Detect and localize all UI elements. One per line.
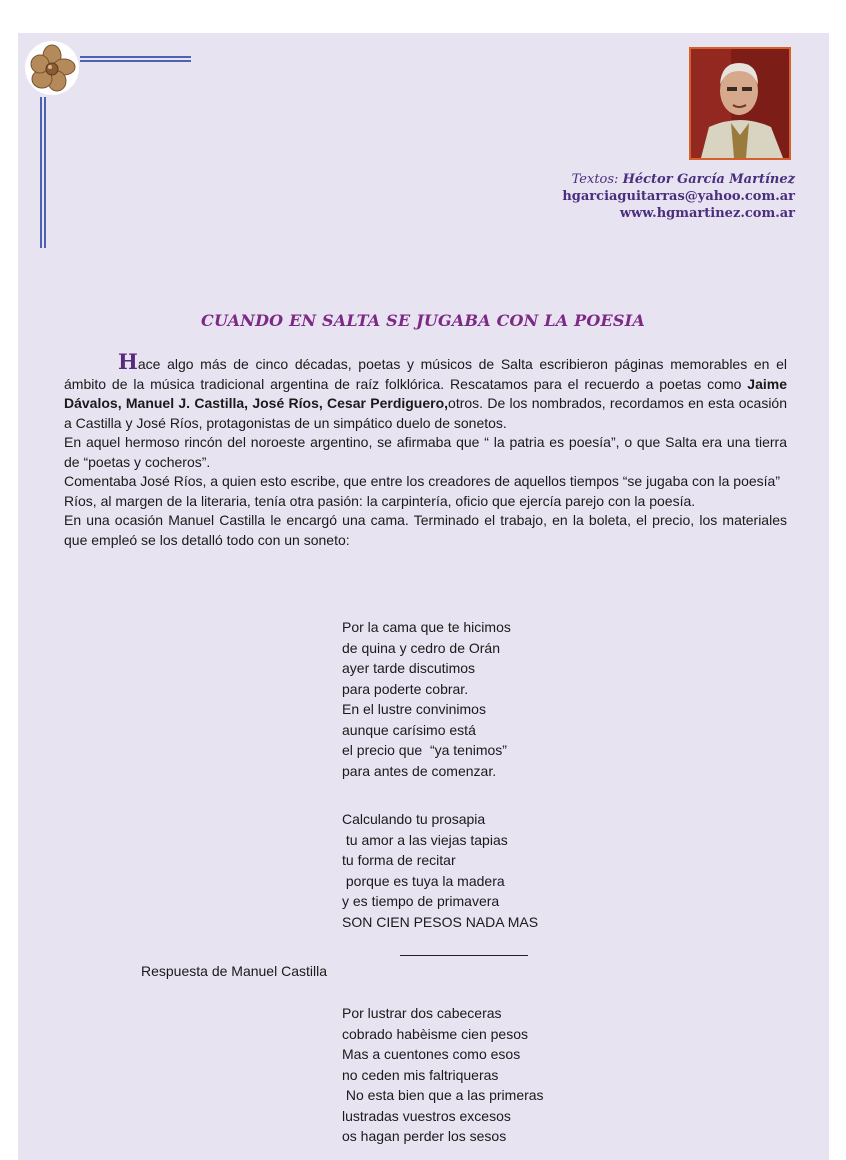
paragraph: En una ocasión Manuel Castilla le encargó una cama. Terminado el trabajo, en la boleta, el precio, los materiales que empleó se los detalló todo con un soneto: <box>64 512 787 548</box>
poem2-stanza1 <box>342 1003 544 1147</box>
poem-line: el precio que “ya tenimos” <box>342 742 507 758</box>
poem-line: no ceden mis faltriqueras <box>342 1066 499 1083</box>
poem-line: Por lustrar dos cabeceras <box>342 1005 502 1021</box>
poem-line: para poderte cobrar. <box>342 680 469 697</box>
poem-line: aunque carísimo está <box>342 721 476 738</box>
poem-line: Por la cama que te hicimos <box>342 619 511 635</box>
paragraph: Ríos, al margen de la literaria, tenía otra pasión: la carpintería, oficio que ejercía parejo con la poesía. <box>64 492 696 509</box>
author-website[interactable]: www.hgmartinez.com.ar <box>619 206 795 221</box>
poem-line: tu forma de recitar <box>342 852 456 868</box>
poem-line: y es tiempo de primavera <box>342 893 500 909</box>
poem-line: SON CIEN PESOS NADA MAS <box>342 913 539 930</box>
author-credits <box>562 171 795 222</box>
article-title: CUANDO EN SALTA SE JUGABA CON LA POESIA <box>201 311 645 330</box>
flower-ornament-icon <box>24 40 80 96</box>
paragraph: En aquel hermoso rincón del noroeste argentino, se afirmaba que “ la patria es poesía”, o que Salta era una tierra de “poetas y cocheros”. <box>64 434 787 470</box>
poem1-stanza2 <box>342 809 538 932</box>
poem-line: tu amor a las viejas tapias <box>342 831 508 848</box>
decorative-vertical-rule <box>40 97 46 248</box>
poem-line: lustradas vuestros excesos <box>342 1107 511 1124</box>
poem-line: porque es tuya la madera <box>342 872 505 889</box>
decorative-horizontal-rule <box>80 56 191 62</box>
drop-cap: H <box>118 349 138 374</box>
author-label: Textos: <box>571 172 619 187</box>
poem-line: ayer tarde discutimos <box>342 660 476 676</box>
poem-line: No esta bien que a las primeras <box>342 1087 544 1103</box>
paragraph-text: otros. De los nombrados, recordamos en esta ocasión a Castilla y José Ríos, protagonistas de un simpático duelo de sonetos. <box>64 395 787 431</box>
author-name: Héctor García Martínez <box>622 172 795 187</box>
poem-line: cobrado habèisme cien pesos <box>342 1025 529 1042</box>
paragraph-intro <box>64 349 787 433</box>
author-photo <box>689 47 791 160</box>
separator-line <box>400 955 528 956</box>
author-email[interactable]: hgarciaguitarras@yahoo.com.ar <box>562 189 795 204</box>
article-body <box>64 349 787 550</box>
paragraph-text: ace algo más de cinco décadas, poetas y músicos de Salta escribieron páginas memorables en el ámbito de la música tradicional argentina de raíz folklórica. Rescatamos para el recuerdo a poetas como <box>64 356 787 392</box>
poem-line: Mas a cuentones como esos <box>342 1046 521 1062</box>
author-line <box>562 171 795 188</box>
poets-names: Jaime Dávalos, Manuel J. Castilla, José Ríos, Cesar Perdiguero, <box>64 375 787 411</box>
poem-line: En el lustre convinimos <box>342 701 486 717</box>
poem-line: Calculando tu prosapia <box>342 811 486 827</box>
poem-line: os hagan perder los sesos <box>342 1128 507 1144</box>
response-label: Respuesta de Manuel Castilla <box>141 963 327 979</box>
poem1-stanza1 <box>342 617 511 781</box>
paragraph: Comentaba José Ríos, a quien esto escribe, que entre los creadores de aquellos tiempos “se jugaba con la poesía” <box>64 473 780 489</box>
poem-line: para antes de comenzar. <box>342 762 497 779</box>
poem-line: de quina y cedro de Orán <box>342 639 500 656</box>
